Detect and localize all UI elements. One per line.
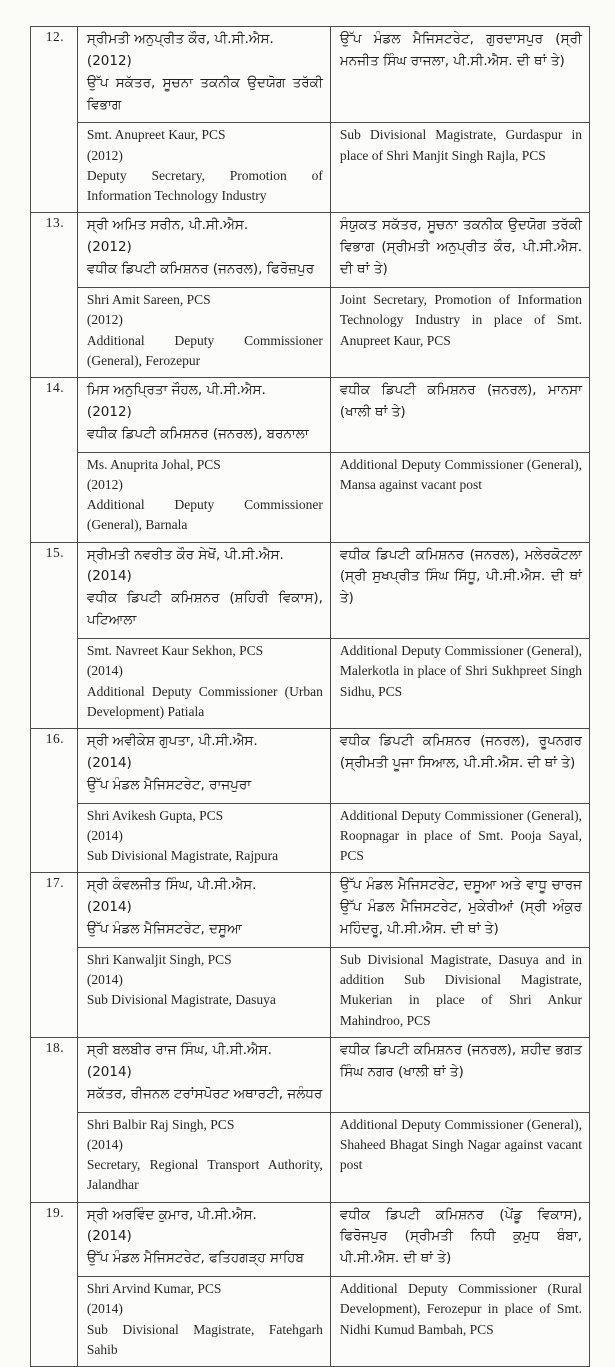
officer-current-post-punjabi: ਵਧੀਕ ਡਿਪਟੀ ਕਮਿਸ਼ਨਰ (ਸ਼ਹਿਰੀ ਵਿਕਾਸ), ਪਟਿਆਲਾ: [86, 590, 323, 629]
new-posting-english-cell: [330, 123, 589, 213]
table-row: [31, 803, 590, 873]
table-row: [31, 1277, 590, 1367]
officer-batch-year-punjabi: (2014): [86, 1063, 132, 1080]
table-row: [31, 288, 590, 378]
serial-number-cell: [31, 729, 78, 873]
officer-english-cell: [77, 452, 330, 542]
officer-name-english: Shri Arvind Kumar, PCS: [86, 1281, 222, 1297]
officer-name-english: Shri Avikesh Gupta, PCS: [86, 807, 224, 823]
officer-current-post-english: Additional Deputy Commissioner (Urban Development) Patiala: [86, 683, 323, 719]
officer-current-post-english: Sub Divisional Magistrate, Fatehgarh Sahib: [86, 1321, 323, 1357]
serial-number-cell: [31, 1037, 78, 1202]
officer-name-punjabi: ਸ੍ਰੀ ਅਵੀਕੇਸ਼ ਗੁਪਤਾ, ਪੀ.ਸੀ.ਐਸ.: [86, 733, 258, 750]
new-posting-punjabi: ਵਧੀਕ ਡਿਪਟੀ ਕਮਿਸ਼ਨਰ (ਜਨਰਲ), ਮਾਨਸਾ (ਖਾਲੀ ਥਾਂ ਤੇ): [339, 382, 582, 420]
officer-batch-year-english: (2012): [86, 147, 123, 163]
serial-number: 14.: [45, 380, 65, 396]
officer-name-punjabi: ਸ੍ਰੀ ਅਰਵਿੰਦ ਕੁਮਾਰ, ਪੀ.ਸੀ.ਐਸ.: [86, 1206, 257, 1223]
new-posting-punjabi: ਉੱਪ ਮੰਡਲ ਮੈਜਿਸਟਰੇਟ, ਗੁਰਦਾਸਪੁਰ (ਸ੍ਰੀ ਮਨਜੀਤ ਸਿੰਘ ਰਾਜਲਾ, ਪੀ.ਸੀ.ਐਸ. ਦੀ ਥਾਂ ਤੇ): [339, 31, 582, 69]
new-posting-english-cell: [330, 1112, 589, 1202]
new-posting-punjabi-cell: [330, 873, 589, 948]
new-posting-punjabi: ਵਧੀਕ ਡਿਪਟੀ ਕਮਿਸ਼ਨਰ (ਜਨਰਲ), ਸ਼ਹੀਦ ਭਗਤ ਸਿੰਘ ਨਗਰ (ਖਾਲੀ ਥਾਂ ਤੇ): [339, 1041, 582, 1080]
table-row: [31, 1037, 590, 1112]
officer-current-post-punjabi: ਉੱਪ ਸਕੱਤਰ, ਸੂਚਨਾ ਤਕਨੀਕ ਉਦਯੋਗ ਤਰੱਕੀ ਵਿਭਾਗ: [86, 74, 323, 113]
officer-current-post-punjabi: ਸਕੱਤਰ, ਰੀਜਨਲ ਟਰਾਂਸਪੋਰਟ ਅਥਾਰਟੀ, ਜਲੰਧਰ: [86, 1085, 323, 1102]
new-posting-english-cell: [330, 452, 589, 542]
officer-current-post-punjabi: ਉੱਪ ਮੰਡਲ ਮੈਜਿਸਟਰੇਟ, ਦਸੂਆ: [86, 921, 242, 938]
serial-number: 15.: [45, 544, 65, 560]
officer-batch-year-english: (2014): [86, 1136, 123, 1152]
officer-current-post-english: Secretary, Regional Transport Authority, Jalandhar: [86, 1157, 323, 1193]
new-posting-english: Additional Deputy Commissioner (General), Shaheed Bhagat Singh Nagar against vacant post: [339, 1116, 582, 1173]
officer-english-cell: [77, 1112, 330, 1202]
officer-current-post-punjabi: ਉੱਪ ਮੰਡਲ ਮੈਜਿਸਟਰੇਟ, ਫਤਿਹਗੜ੍ਹ ਸਾਹਿਬ: [86, 1250, 304, 1267]
officer-batch-year-punjabi: (2014): [86, 754, 132, 771]
officer-batch-year-punjabi: (2014): [86, 899, 132, 916]
officer-name-punjabi: ਸ੍ਰੀ ਬਲਬੀਰ ਰਾਜ ਸਿੰਘ, ਪੀ.ਸੀ.ਐਸ.: [86, 1041, 272, 1058]
officer-batch-year-punjabi: (2014): [86, 1228, 132, 1245]
table-row: [31, 729, 590, 804]
officer-punjabi-cell: [77, 542, 330, 638]
new-posting-english: Additional Deputy Commissioner (General), Mansa against vacant post: [339, 456, 582, 492]
officer-batch-year-english: (2014): [86, 663, 123, 679]
officer-current-post-punjabi: ਵਧੀਕ ਡਿਪਟੀ ਕਮਿਸ਼ਨਰ (ਜਨਰਲ), ਫਿਰੋਜ਼ਪੁਰ: [86, 261, 315, 278]
officer-name-english: Ms. Anuprita Johal, PCS: [86, 456, 221, 472]
officer-punjabi-cell: [77, 729, 330, 804]
serial-number-cell: [31, 542, 78, 728]
serial-number-cell: [31, 378, 78, 543]
table-row: [31, 123, 590, 213]
table-row: [31, 378, 590, 453]
officer-punjabi-cell: [77, 378, 330, 453]
officer-english-cell: [77, 803, 330, 873]
new-posting-punjabi-cell: [330, 542, 589, 638]
new-posting-punjabi-cell: [330, 1037, 589, 1112]
officer-current-post-english: Additional Deputy Commissioner (General), Barnala: [86, 497, 323, 533]
new-posting-punjabi: ਸੰਯੁਕਤ ਸਕੱਤਰ, ਸੂਚਨਾ ਤਕਨੀਕ ਉਦਯੋਗ ਤਰੱਕੀ ਵਿਭਾਗ (ਸ੍ਰੀਮਤੀ ਅਨੁਪ੍ਰੀਤ ਕੌਰ, ਪੀ.ਸੀ.ਐਸ. ਦੀ ਥਾਂ ਤੇ): [339, 217, 582, 278]
new-posting-english-cell: [330, 803, 589, 873]
new-posting-punjabi: ਵਧੀਕ ਡਿਪਟੀ ਕਮਿਸ਼ਨਰ (ਜਨਰਲ), ਰੂਪਨਗਰ (ਸ੍ਰੀਮਤੀ ਪੂਜਾ ਸਿਆਲ, ਪੀ.ਸੀ.ਐਸ. ਦੀ ਥਾਂ ਤੇ): [339, 733, 582, 771]
new-posting-english-cell: [330, 1277, 589, 1367]
officer-punjabi-cell: [77, 1037, 330, 1112]
officer-batch-year-english: (2012): [86, 476, 123, 492]
officer-name-punjabi: ਸ੍ਰੀਮਤੀ ਨਵਰੀਤ ਕੌਰ ਸੇਖੋਂ, ਪੀ.ਸੀ.ਐਸ.: [86, 546, 284, 563]
officer-batch-year-punjabi: (2012): [86, 403, 132, 420]
officer-batch-year-english: (2014): [86, 827, 123, 843]
serial-number: 13.: [45, 215, 65, 231]
new-posting-english: Sub Divisional Magistrate, Gurdaspur in place of Shri Manjit Singh Rajla, PCS: [339, 127, 582, 163]
table-row: [31, 1202, 590, 1277]
serial-number: 16.: [45, 731, 65, 747]
officer-punjabi-cell: [77, 1202, 330, 1277]
officer-batch-year-punjabi: (2012): [86, 239, 132, 256]
officer-name-punjabi: ਸ੍ਰੀ ਅਮਿਤ ਸਰੀਨ, ਪੀ.ਸੀ.ਐਸ.: [86, 217, 249, 234]
serial-number: 19.: [45, 1204, 65, 1220]
officer-english-cell: [77, 1277, 330, 1367]
new-posting-english: Additional Deputy Commissioner (General), Malerkotla in place of Shri Sukhpreet Singh Sidhu, PCS: [339, 643, 582, 699]
officer-current-post-english: Deputy Secretary, Promotion of Information Technology Industry: [86, 167, 323, 204]
table-row: [31, 213, 590, 288]
new-posting-english: Joint Secretary, Promotion of Information Technology Industry in place of Smt. Anupreet Kaur, PCS: [339, 292, 582, 348]
officer-name-punjabi: ਮਿਸ ਅਨੁਪ੍ਰਿਤਾ ਜੌਹਲ, ਪੀ.ਸੀ.ਐਸ.: [86, 382, 266, 399]
officer-english-cell: [77, 288, 330, 378]
table-row: [31, 639, 590, 729]
officer-current-post-punjabi: ਉੱਪ ਮੰਡਲ ਮੈਜਿਸਟਰੇਟ, ਰਾਜਪੁਰਾ: [86, 776, 252, 793]
serial-number-cell: [31, 873, 78, 1038]
officer-name-punjabi: ਸ੍ਰੀ ਕੰਵਲਜੀਤ ਸਿੰਘ, ਪੀ.ਸੀ.ਐਸ.: [86, 877, 257, 894]
officer-english-cell: [77, 639, 330, 729]
new-posting-punjabi-cell: [330, 378, 589, 453]
new-posting-english-cell: [330, 639, 589, 729]
serial-number: 18.: [45, 1039, 65, 1055]
officer-punjabi-cell: [77, 213, 330, 288]
officer-batch-year-punjabi: (2012): [86, 52, 132, 69]
transfer-order-table: [30, 26, 590, 1367]
officer-english-cell: [77, 123, 330, 213]
new-posting-punjabi-cell: [330, 1202, 589, 1277]
new-posting-english: Additional Deputy Commissioner (General), Roopnagar in place of Smt. Pooja Sayal, PCS: [339, 807, 582, 864]
serial-number: 12.: [45, 29, 65, 44]
table-row: [31, 542, 590, 638]
officer-punjabi-cell: [77, 27, 330, 123]
officer-current-post-punjabi: ਵਧੀਕ ਡਿਪਟੀ ਕਮਿਸ਼ਨਰ (ਜਨਰਲ), ਬਰਨਾਲਾ: [86, 425, 309, 442]
serial-number: 17.: [45, 875, 65, 891]
table-row: [31, 873, 590, 948]
table-row: [31, 1112, 590, 1202]
table-row: [31, 452, 590, 542]
serial-number-cell: [31, 27, 78, 213]
officer-punjabi-cell: [77, 873, 330, 948]
officer-current-post-english: Sub Divisional Magistrate, Dasuya: [86, 992, 276, 1008]
officer-name-punjabi: ਸ੍ਰੀਮਤੀ ਅਨੁਪ੍ਰੀਤ ਕੌਰ, ਪੀ.ਸੀ.ਐਸ.: [86, 31, 274, 47]
serial-number-cell: [31, 213, 78, 378]
new-posting-punjabi-cell: [330, 213, 589, 288]
officer-current-post-english: Sub Divisional Magistrate, Rajpura: [86, 848, 279, 864]
officer-batch-year-english: (2014): [86, 1301, 123, 1317]
serial-number-cell: [31, 1202, 78, 1367]
table-row: [31, 27, 590, 123]
new-posting-punjabi: ਉੱਪ ਮੰਡਲ ਮੈਜਿਸਟਰੇਟ, ਦਸੂਆ ਅਤੇ ਵਾਧੂ ਚਾਰਜ ਉੱਪ ਮੰਡਲ ਮੈਜਿਸਟਰੇਟ, ਮੁਕੇਰੀਆਂ (ਸ੍ਰੀ ਅੰਕੁਰ ਮਹਿੰਦਰੂ, ਪੀ.ਸੀ.ਐਸ. ਦੀ ਥਾਂ ਤੇ): [339, 877, 582, 938]
officer-current-post-english: Additional Deputy Commissioner (General), Ferozepur: [86, 332, 323, 368]
officer-name-english: Shri Balbir Raj Singh, PCS: [86, 1116, 235, 1132]
new-posting-punjabi-cell: [330, 27, 589, 123]
officer-name-english: Shri Amit Sareen, PCS: [86, 292, 211, 308]
new-posting-english-cell: [330, 288, 589, 378]
new-posting-english: Additional Deputy Commissioner (Rural Development), Ferozepur in place of Smt. Nidhi Kumud Bambah, PCS: [339, 1281, 582, 1337]
officer-name-english: Shri Kanwaljit Singh, PCS: [86, 951, 232, 967]
new-posting-punjabi-cell: [330, 729, 589, 804]
new-posting-punjabi: ਵਧੀਕ ਡਿਪਟੀ ਕਮਿਸ਼ਨਰ (ਪੇਂਡੂ ਵਿਕਾਸ), ਫਿਰੋਜਪੁਰ (ਸ੍ਰੀਮਤੀ ਨਿਧੀ ਕੁਮੁਧ ਬੰਬਾ, ਪੀ.ਸੀ.ਐਸ. ਦੀ ਥਾਂ ਤੇ): [339, 1206, 582, 1267]
officer-name-english: Smt. Anupreet Kaur, PCS: [86, 127, 226, 143]
officer-batch-year-english: (2014): [86, 972, 123, 988]
new-posting-punjabi: ਵਧੀਕ ਡਿਪਟੀ ਕਮਿਸ਼ਨਰ (ਜਨਰਲ), ਮਲੇਰਕੋਟਲਾ (ਸ੍ਰੀ ਸੁਖਪ੍ਰੀਤ ਸਿੰਘ ਸਿੱਧੂ, ਪੀ.ਸੀ.ਐਸ. ਦੀ ਥਾਂ ਤੇ): [339, 546, 582, 607]
officer-name-english: Smt. Navreet Kaur Sekhon, PCS: [86, 643, 264, 659]
officer-batch-year-english: (2012): [86, 312, 123, 328]
officer-batch-year-punjabi: (2014): [86, 568, 132, 585]
new-posting-english: Sub Divisional Magistrate, Dasuya and in addition Sub Divisional Magistrate, Mukerian in place of Shri Ankur Mahindroo, PCS: [339, 951, 582, 1028]
